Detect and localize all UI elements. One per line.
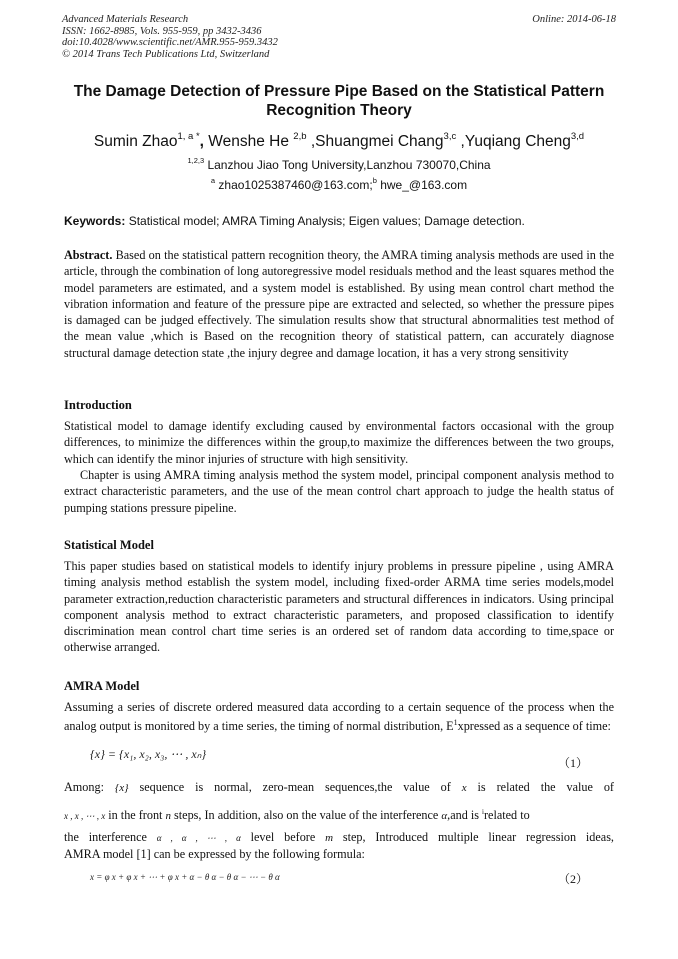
- heading-amra-model: AMRA Model: [64, 679, 140, 693]
- seq-sup: i: [482, 808, 484, 816]
- journal-header: [62, 14, 616, 60]
- author-sup: 2,b: [293, 131, 307, 142]
- int-text-a: the interference: [64, 830, 157, 844]
- sequence-line: [64, 804, 614, 824]
- seq-text-a: in the front: [105, 808, 166, 823]
- emails: [60, 178, 618, 193]
- amra-paragraph-1: [64, 699, 614, 735]
- affiliation-text: Lanzhou Jiao Tong University,Lanzhou 730070,China: [204, 158, 491, 172]
- among-line: [64, 779, 614, 796]
- sequence-x: x , x , ⋯ , x: [64, 811, 106, 822]
- equation-1-number: （1）: [558, 756, 589, 770]
- paper-title: The Damage Detection of Pressure Pipe Based on the Statistical Pattern Recognition Theory: [73, 83, 605, 119]
- among-text-3: is related the value of: [466, 780, 614, 794]
- interference-line: [64, 829, 614, 846]
- equation-1: {x} = {x₁, x₂, x₃, ⋯ , xₙ}: [90, 747, 207, 761]
- email-sup-b: b: [372, 176, 377, 185]
- author-sup: 1, a *: [177, 131, 200, 142]
- statistical-model-paragraph: This paper studies based on statistical models to identify injury problems in pressure pipeline , using AMRA timing analysis method establish the system model, including fixed-order ARMA time series models,model parameter extraction,reduction characteristic parameters and structural differences in indicators. Using principal component analysis method to extract characteristic parameters, and proposed classification to identify discrimination mean control chart time series is an ordered set of random data according to time,space or otherwise arranged.: [64, 559, 614, 655]
- equation-2: x = φ x + φ x + ⋯ + φ x + α − θ α − θ α − ⋯ − θ α: [90, 872, 280, 882]
- among-text-2: sequence is normal, zero-mean sequences,the value of: [128, 780, 462, 794]
- among-xt: x: [461, 782, 467, 794]
- abstract-label: Abstract.: [64, 248, 113, 262]
- keywords-label: Keywords:: [64, 214, 126, 228]
- intro-paragraph-2-text: Chapter is using AMRA timing analysis method the system model, principal component analysis method to extract characteristic parameters, and the use of the mean control chart approach to judge the health status of pumping stations pressure pipeline.: [64, 468, 614, 515]
- author-sep: ,: [456, 133, 465, 150]
- int-m: m: [325, 832, 334, 844]
- seq-n: n: [165, 810, 171, 823]
- author-name: Sumin Zhao: [93, 133, 178, 150]
- author-name: Shuangmei Chang: [315, 133, 444, 150]
- doi-line[interactable]: doi:10.4028/www.scientific.net/AMR.955-959.3432: [62, 37, 278, 48]
- keywords: [64, 214, 624, 229]
- abstract: [64, 247, 614, 361]
- abstract-text: Based on the statistical pattern recognition theory, the AMRA timing analysis methods are used in the article, through the combination of long autoregressive model residuals method and the least squares method the model parameters are estimated, and a system model is established. By using mean control chart method the vibration information and feature of the pressure pipe are extracted and selected, so whether the pressure pipes is damaged can be judged effectively. The simulation results show that structural abnormalities test method of the mean value ,which is Based on the recognition theory of statistical pattern, can accurately diagnose structural damage detection state ,the injury degree and damage location, it has a very strong sensitivity: [64, 248, 614, 360]
- int-text-b: level before: [240, 830, 326, 844]
- amra-text-a: Assuming a series of discrete ordered measured data according to a certain sequence of the process when the analog output is monitored by a time series, the timing of normal distribution, E: [64, 700, 614, 734]
- intro-paragraph-2: [64, 467, 614, 516]
- online-date: Online: 2014-06-18: [532, 14, 616, 25]
- amra-formula-intro: AMRA model [1] can be expressed by the following formula:: [64, 847, 365, 861]
- seq-text-c: ,and is: [447, 808, 483, 823]
- int-alpha-seq: α , α , ⋯ , α: [156, 833, 241, 843]
- among-text-1: Among:: [64, 780, 115, 794]
- author-name: Yuqiang Cheng: [464, 133, 571, 150]
- author-sep: ,: [306, 133, 316, 150]
- affiliation-sup: 1,2,3: [187, 156, 205, 165]
- author-sep: ,: [199, 133, 209, 150]
- email-b[interactable]: hwe_@163.com: [376, 178, 468, 192]
- intro-paragraph-1: Statistical model to damage identify excluding caused by environmental factors occasional with the group differences, to minimize the differences within the group,to maximize the differences between the two groups, which can identify the minor injuries of structure with high sensitivity.: [64, 419, 614, 466]
- author-list: [60, 132, 618, 152]
- equation-2-number: （2）: [558, 872, 589, 886]
- author-sup: 3,c: [443, 131, 457, 142]
- seq-alpha: α: [441, 810, 448, 823]
- int-text-c: step, Introduced multiple linear regression ideas,: [333, 830, 614, 844]
- email-a[interactable]: zhao1025387460@163.com;: [215, 178, 373, 192]
- amra-sup: 1: [453, 718, 458, 728]
- author-sup: 3,d: [570, 131, 585, 142]
- journal-name: Advanced Materials Research: [62, 14, 189, 25]
- amra-text-b: xpressed as a sequence of time:: [457, 719, 611, 734]
- seq-text-b: steps, In addition, also on the value of the interference: [170, 808, 442, 823]
- heading-introduction: Introduction: [64, 398, 132, 412]
- among-set: {x}: [114, 782, 129, 794]
- seq-text-d: related to: [484, 808, 530, 823]
- email-sup-a: a: [210, 176, 216, 185]
- copyright-line: © 2014 Trans Tech Publications Ltd, Switzerland: [62, 48, 270, 60]
- keywords-text: Statistical model; AMRA Timing Analysis; Eigen values; Damage detection.: [125, 214, 525, 228]
- heading-statistical-model: Statistical Model: [64, 538, 154, 552]
- affiliation: [60, 158, 618, 173]
- author-name: Wenshe He: [208, 133, 294, 150]
- issn-line: ISSN: 1662-8985, Vols. 955-959, pp 3432-3436: [62, 25, 262, 37]
